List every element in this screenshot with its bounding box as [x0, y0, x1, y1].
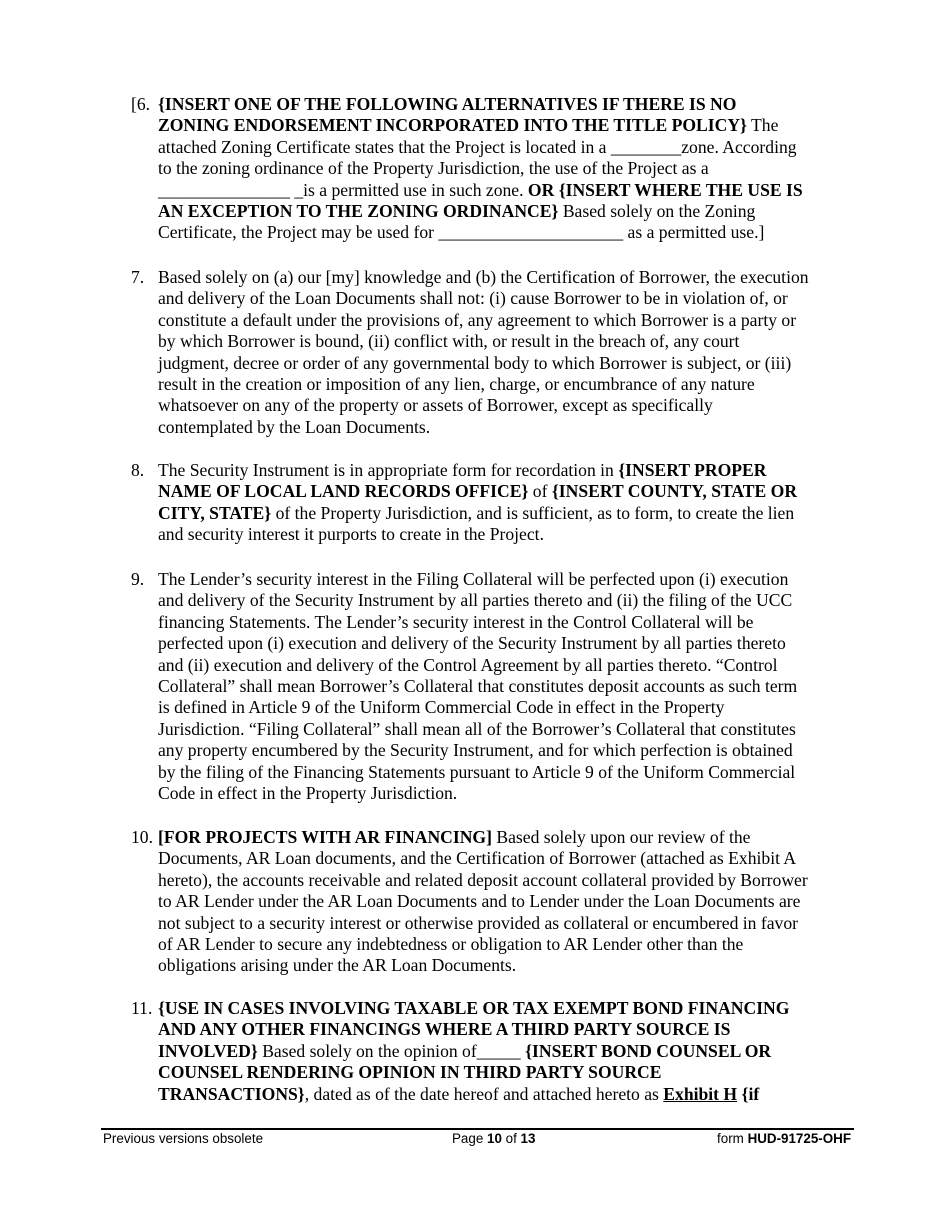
text-run: COUNSEL RENDERING OPINION IN THIRD PARTY SOURCE — [158, 1062, 662, 1083]
text-run: not subject to a security interest or otherwise provided as collateral or encumbered in favor — [158, 912, 798, 933]
text-run: OR {INSERT WHERE THE USE IS — [527, 179, 803, 200]
paragraph-number: 7. — [131, 267, 145, 287]
text-line — [158, 115, 855, 136]
text-line — [158, 374, 855, 395]
text-line — [158, 481, 855, 502]
text-run: Documents, AR Loan documents, and the Certification of Borrower (attached as Exhibit A — [158, 848, 797, 869]
text-run: contemplated by the Loan Documents. — [158, 416, 431, 437]
footer-page-number — [452, 1131, 535, 1147]
text-line — [158, 180, 855, 201]
text-line — [158, 460, 855, 481]
text-line — [158, 719, 855, 740]
text-run: AN EXCEPTION TO THE ZONING ORDINANCE} — [158, 201, 559, 222]
text-run: hereto), the accounts receivable and related deposit account collateral provided by Borrower — [158, 869, 808, 890]
text-run: and delivery of the Loan Documents shall not: (i) cause Borrower to be in violation of, or — [158, 288, 788, 309]
footer-divider — [101, 1128, 854, 1130]
text-run: NAME OF LOCAL LAND RECORDS OFFICE} — [158, 481, 529, 502]
text-run: Jurisdiction. “Filing Collateral” shall mean all of the Borrower’s Collateral that constitutes — [158, 718, 796, 739]
text-line — [158, 137, 855, 158]
text-line — [158, 655, 855, 676]
text-line — [158, 503, 855, 524]
text-line — [158, 288, 855, 309]
text-line — [158, 1062, 855, 1083]
text-run: judgment, decree or order of any governmental body to which Borrower is subject, or (iii) — [158, 352, 792, 373]
text-run: {INSERT PROPER — [618, 460, 767, 480]
text-run: attached Zoning Certificate states that the Project is located in a ________zone. According — [158, 136, 797, 157]
text-run: and security interest it purports to create in the Project. — [158, 524, 544, 545]
text-run: Exhibit H — [663, 1083, 738, 1104]
page-prefix: Page — [452, 1131, 487, 1146]
text-run: {INSERT BOND COUNSEL OR — [525, 1040, 772, 1061]
text-line — [158, 612, 855, 633]
paragraph-body — [158, 94, 855, 244]
text-run: AND ANY OTHER FINANCINGS WHERE A THIRD PARTY SOURCE IS — [158, 1019, 731, 1040]
text-line — [158, 158, 855, 179]
paragraph-body — [158, 460, 855, 546]
text-run: and delivery of the Security Instrument by all parties thereto and (ii) the filing of the UCC — [158, 590, 793, 611]
text-run: The Lender’s security interest in the Filing Collateral will be perfected upon (i) execution — [158, 569, 789, 589]
text-run: Collateral” shall mean Borrower’s Collateral that constitutes deposit accounts as such term — [158, 676, 798, 697]
text-line — [158, 267, 855, 288]
text-run: obligations arising under the AR Loan Documents. — [158, 955, 517, 976]
text-run: The Security Instrument is in appropriate form for recordation in — [158, 460, 619, 480]
text-line — [158, 310, 855, 331]
text-line — [158, 955, 855, 976]
text-run: , dated as of the date hereof and attached hereto as — [304, 1083, 664, 1104]
text-line — [158, 353, 855, 374]
total-pages: 13 — [520, 1131, 536, 1146]
text-run: and (ii) execution and delivery of the Control Agreement by all parties thereto. “Control — [158, 654, 778, 675]
text-run: Code in effect in the Property Jurisdiction. — [158, 783, 458, 804]
text-run: CITY, STATE} — [158, 502, 272, 523]
text-run: ZONING ENDORSEMENT INCORPORATED INTO THE TITLE POLICY} — [158, 115, 747, 136]
paragraph-number: 8. — [131, 460, 145, 480]
paragraph-body — [158, 998, 855, 1105]
text-run: TRANSACTIONS} — [158, 1083, 305, 1104]
text-run: to the zoning ordinance of the Property Jurisdiction, the use of the Project as a — [158, 158, 709, 179]
footer-obsolete-note: Previous versions obsolete — [103, 1131, 264, 1146]
paragraph-body — [158, 827, 855, 977]
text-line — [158, 848, 855, 869]
text-run: financing Statements. The Lender’s security interest in the Control Collateral will be — [158, 611, 754, 632]
text-run: Based solely upon our review of the — [491, 827, 751, 847]
text-run: is defined in Article 9 of the Uniform Commercial Code in effect in the Property — [158, 697, 725, 718]
text-run: Based solely on (a) our [my] knowledge and (b) the Certification of Borrower, the execution — [158, 267, 809, 287]
text-line — [158, 827, 855, 848]
text-line — [158, 676, 855, 697]
paragraph-number: 10. — [131, 827, 153, 847]
paragraph-number: 9. — [131, 569, 145, 589]
text-line — [158, 222, 855, 243]
text-line — [158, 934, 855, 955]
text-line — [158, 395, 855, 416]
text-line — [158, 740, 855, 761]
text-run: Based solely on the Zoning — [558, 201, 756, 222]
text-line — [158, 762, 855, 783]
text-line — [158, 1041, 855, 1062]
text-line — [158, 913, 855, 934]
text-run: whatsoever on any of the property or assets of Borrower, except as specifically — [158, 395, 713, 416]
text-line — [158, 417, 855, 438]
text-line — [158, 569, 855, 590]
text-line — [158, 94, 855, 115]
text-run: of AR Lender to secure any indebtedness or obligation to AR Lender other than the — [158, 934, 744, 955]
text-line — [158, 697, 855, 718]
text-run: by which Borrower is bound, (ii) conflict with, or result in the breach of, any court — [158, 331, 740, 352]
text-line — [158, 783, 855, 804]
page-of: of — [501, 1131, 521, 1146]
paragraph-number: 11. — [131, 998, 153, 1018]
text-run: {INSERT ONE OF THE FOLLOWING ALTERNATIVES IF THERE IS NO — [158, 94, 737, 114]
text-line — [158, 331, 855, 352]
text-run: The — [746, 115, 779, 136]
text-run: _______________ _is a permitted use in such zone. — [158, 179, 528, 200]
text-run: INVOLVED} — [158, 1040, 258, 1061]
text-run: to AR Lender under the AR Loan Documents and to Lender under the Loan Documents are — [158, 891, 801, 912]
text-line — [158, 201, 855, 222]
paragraph-body — [158, 569, 855, 804]
text-run: by the filing of the Financing Statements pursuant to Article 9 of the Uniform Commercial — [158, 761, 796, 782]
footer-form-id — [717, 1131, 851, 1147]
form-number: HUD-91725-OHF — [747, 1131, 851, 1146]
text-line — [158, 524, 855, 545]
text-line — [158, 590, 855, 611]
text-run: {USE IN CASES INVOLVING TAXABLE OR TAX EXEMPT BOND FINANCING — [158, 998, 790, 1018]
text-run: of — [528, 481, 552, 502]
text-line — [158, 891, 855, 912]
text-line — [158, 870, 855, 891]
text-line — [158, 633, 855, 654]
text-run: constitute a default under the provisions of, any agreement to which Borrower is a party or — [158, 309, 797, 330]
text-run: Certificate, the Project may be used for _____________________ as a permitted use.] — [158, 222, 765, 243]
text-run: Based solely on the opinion of_____ — [257, 1040, 526, 1061]
text-run: [FOR PROJECTS WITH AR FINANCING] — [158, 827, 492, 847]
paragraph-number: [6. — [131, 94, 151, 114]
text-run: result in the creation or imposition of any lien, charge, or encumbrance of any nature — [158, 374, 755, 395]
text-line — [158, 1084, 855, 1105]
text-line — [158, 1019, 855, 1040]
text-run: any property encumbered by the Security Instrument, and for which perfection is obtained — [158, 740, 793, 761]
paragraph-body — [158, 267, 855, 438]
text-run: {if — [737, 1083, 760, 1104]
current-page: 10 — [487, 1131, 502, 1146]
text-run: perfected upon (i) execution and delivery of the Security Instrument by all parties thereto — [158, 633, 786, 654]
text-line — [158, 998, 855, 1019]
text-run: {INSERT COUNTY, STATE OR — [551, 481, 798, 502]
text-run: of the Property Jurisdiction, and is sufficient, as to form, to create the lien — [271, 502, 795, 523]
form-prefix: form — [717, 1131, 748, 1146]
